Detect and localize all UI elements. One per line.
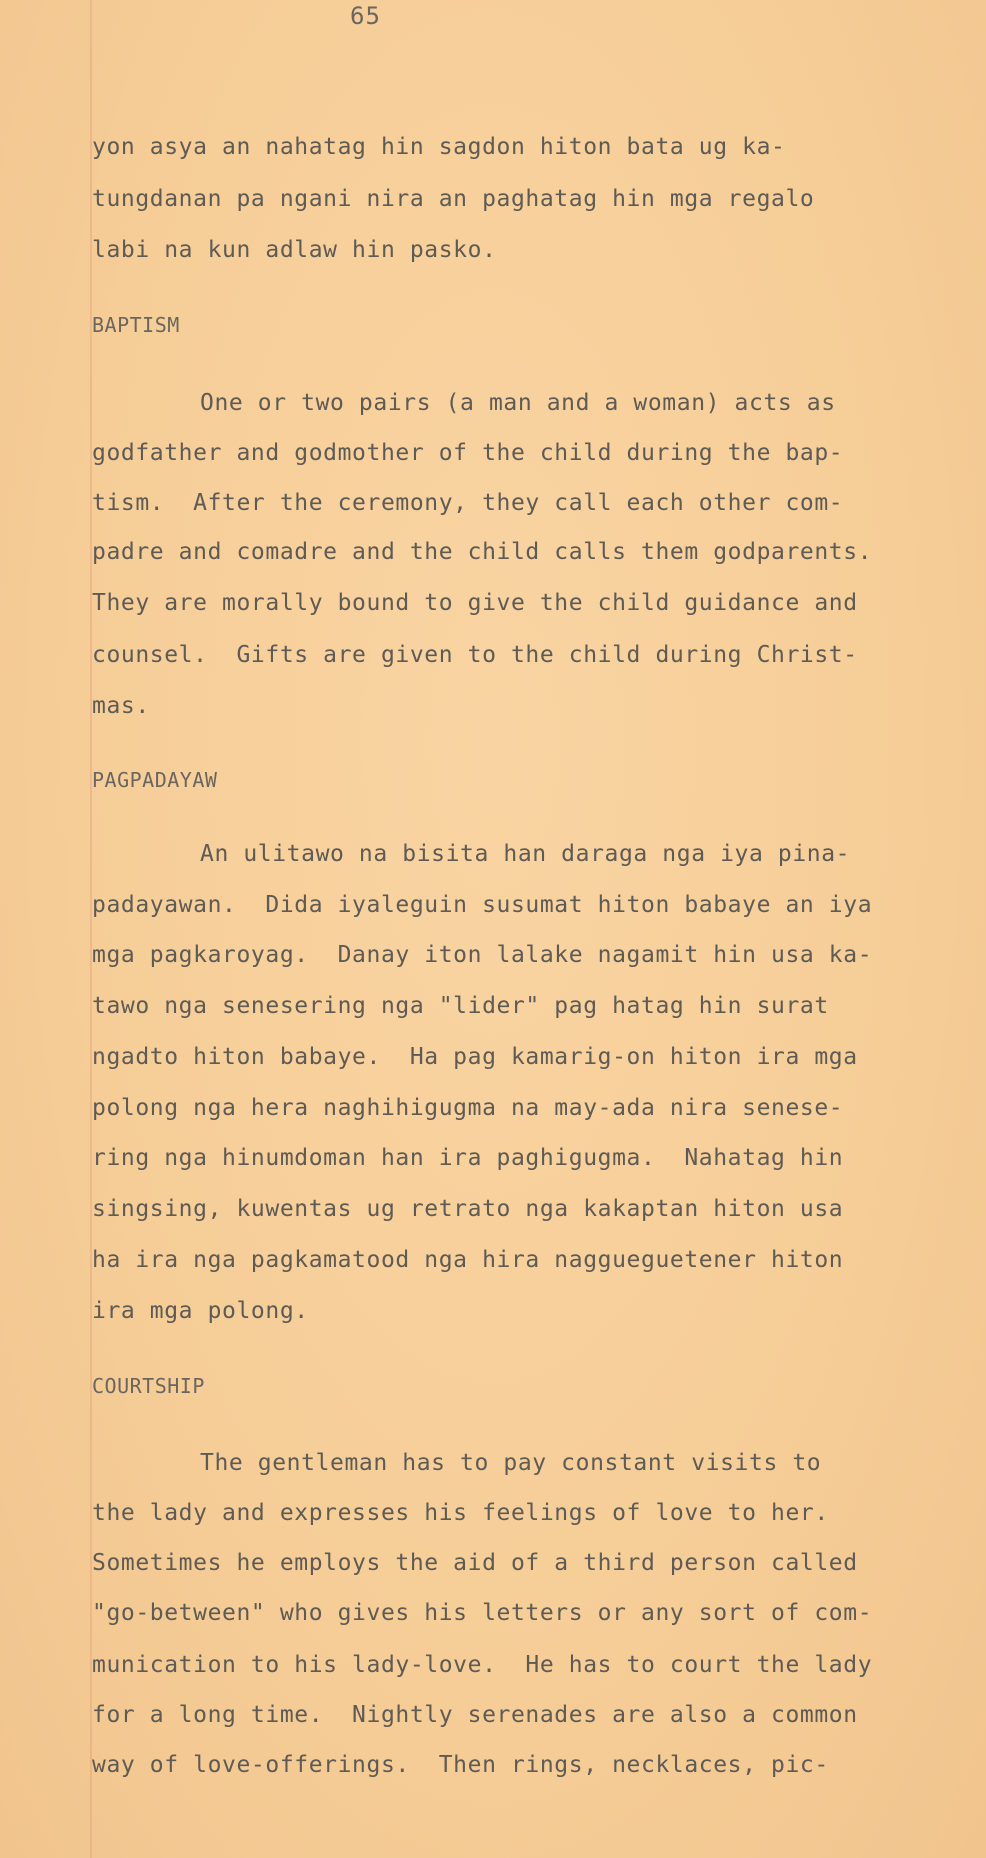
section-heading-courtship: COURTSHIP [92, 1374, 205, 1398]
text-line: The gentleman has to pay constant visits to [200, 1450, 822, 1476]
text-line: yon asya an nahatag hin sagdon hiton bata ug ka- [92, 134, 786, 160]
text-line: labi na kun adlaw hin pasko. [92, 237, 497, 263]
text-line: They are morally bound to give the child guidance and [92, 590, 858, 616]
text-line: "go-between" who gives his letters or any sort of com- [92, 1600, 873, 1626]
text-line: tawo nga senesering nga "lider" pag hatag hin surat [92, 993, 829, 1019]
section-heading-pagpadayaw: PAGPADAYAW [92, 768, 218, 792]
text-line: tungdanan pa ngani nira an paghatag hin mga regalo [92, 186, 815, 212]
text-line: mas. [92, 693, 150, 719]
text-line: counsel. Gifts are given to the child during Christ- [92, 642, 858, 668]
text-line: way of love-offerings. Then rings, necklaces, pic- [92, 1752, 829, 1778]
text-line: munication to his lady-love. He has to court the lady [92, 1652, 873, 1678]
page-number: 65 [350, 2, 381, 30]
text-line: tism. After the ceremony, they call each other com- [92, 490, 844, 516]
text-line: An ulitawo na bisita han daraga nga iya pina- [200, 841, 851, 867]
margin-rule [90, 0, 92, 1858]
text-line: padre and comadre and the child calls them godparents. [92, 539, 873, 565]
section-heading-baptism: BAPTISM [92, 313, 180, 337]
text-line: singsing, kuwentas ug retrato nga kakaptan hiton usa [92, 1196, 844, 1222]
text-line: ring nga hinumdoman han ira paghigugma. Nahatag hin [92, 1145, 844, 1171]
text-line: Sometimes he employs the aid of a third person called [92, 1550, 858, 1576]
text-line: polong nga hera naghihigugma na may-ada nira senese- [92, 1095, 844, 1121]
text-line: One or two pairs (a man and a woman) acts as [200, 390, 836, 416]
text-line: ira mga polong. [92, 1298, 309, 1324]
text-line: mga pagkaroyag. Danay iton lalake nagamit hin usa ka- [92, 942, 873, 968]
text-line: ngadto hiton babaye. Ha pag kamarig-on hiton ira mga [92, 1044, 858, 1070]
text-line: ha ira nga pagkamatood nga hira naggueguetener hiton [92, 1247, 844, 1273]
text-line: for a long time. Nightly serenades are also a common [92, 1702, 858, 1728]
text-line: godfather and godmother of the child during the bap- [92, 440, 844, 466]
text-line: the lady and expresses his feelings of love to her. [92, 1500, 829, 1526]
text-line: padayawan. Dida iyaleguin susumat hiton babaye an iya [92, 892, 873, 918]
